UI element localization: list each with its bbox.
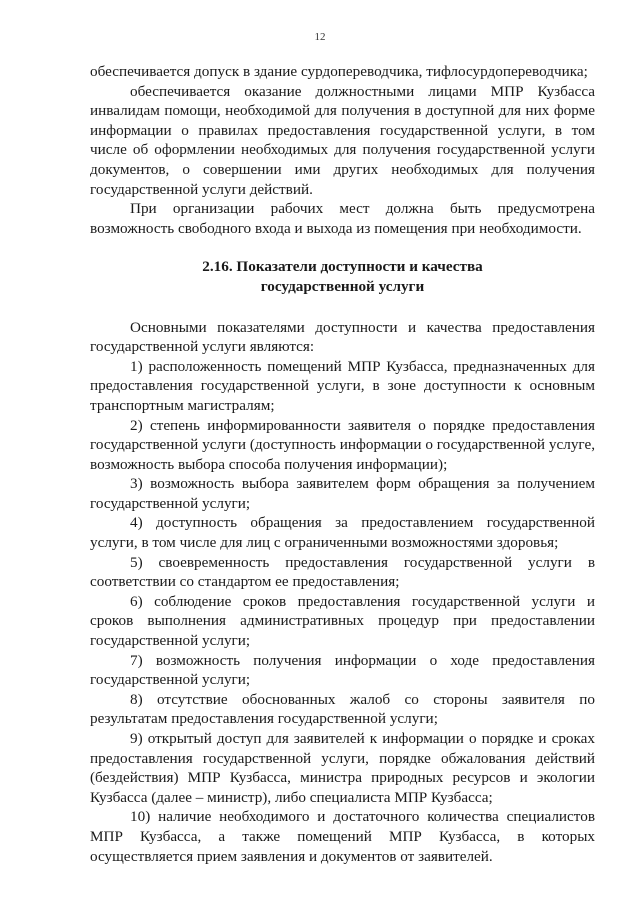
paragraph: обеспечивается допуск в здание сурдопереводчика, тифлосурдопереводчика; bbox=[90, 63, 588, 80]
list-item: 7) возможность получения информации о ходе предоставления государственной услуги; bbox=[90, 651, 595, 689]
document-body bbox=[90, 62, 595, 866]
list-item: 5) своевременность предоставления государственной услуги в соответствии со стандартом ее предоставления; bbox=[90, 553, 595, 591]
page-number: 12 bbox=[314, 31, 326, 43]
list-item: 10) наличие необходимого и достаточного количества специалистов МПР Кузбасса, а также помещений МПР Кузбасса, в которых осуществляется прием заявления и документов от заявителей. bbox=[90, 808, 595, 865]
list-item: 6) соблюдение сроков предоставления государственной услуги и сроков выполнения административных процедур при предоставлении государственной услуги; bbox=[90, 592, 595, 650]
section-heading bbox=[90, 257, 595, 296]
list-item: 2) степень информированности заявителя о порядке предоставления государственной услуги (доступность информации о государственной услуге, возможность выбора способа получения информации); bbox=[90, 416, 595, 473]
list-item: 4) доступность обращения за предоставлением государственной услуги, в том числе для лиц с ограниченными возможностями здоровья; bbox=[90, 514, 595, 552]
section-intro: Основными показателями доступности и качества предоставления государственной услуги являются: bbox=[90, 318, 595, 356]
section-heading-line: государственной услуги bbox=[260, 277, 425, 295]
paragraph: обеспечивается оказание должностными лицами МПР Кузбасса инвалидам помощи, необходимой для получения в доступной для них форме информации о правилах предоставления государственной услуги, в том числе об оформлении необходимых для получения государственной услуги документов, о совершении ими других необходимых для получения государственной услуги действий. bbox=[90, 82, 595, 198]
paragraph: При организации рабочих мест должна быть предусмотрена возможность свободного входа и выхода из помещения при необходимости. bbox=[90, 200, 595, 237]
section-heading-line: 2.16. Показатели доступности и качества bbox=[202, 258, 483, 276]
list-item: 3) возможность выбора заявителем форм обращения за получением государственной услуги; bbox=[90, 475, 595, 512]
list-item: 9) открытый доступ для заявителей к информации о порядке и сроках предоставления государственной услуги, порядке обжалования действий (бездействия) МПР Кузбасса, министра природных ресурсов и экологии Кузбасса (далее – министр), либо специалиста МПР Кузбасса; bbox=[90, 730, 595, 806]
list-item: 1) расположенность помещений МПР Кузбасса, предназначенных для предоставления государственной услуги, в зоне доступности к основным транспортным магистралям; bbox=[90, 357, 595, 414]
list-item: 8) отсутствие обоснованных жалоб со стороны заявителя по результатам предоставления государственной услуги; bbox=[90, 690, 595, 728]
